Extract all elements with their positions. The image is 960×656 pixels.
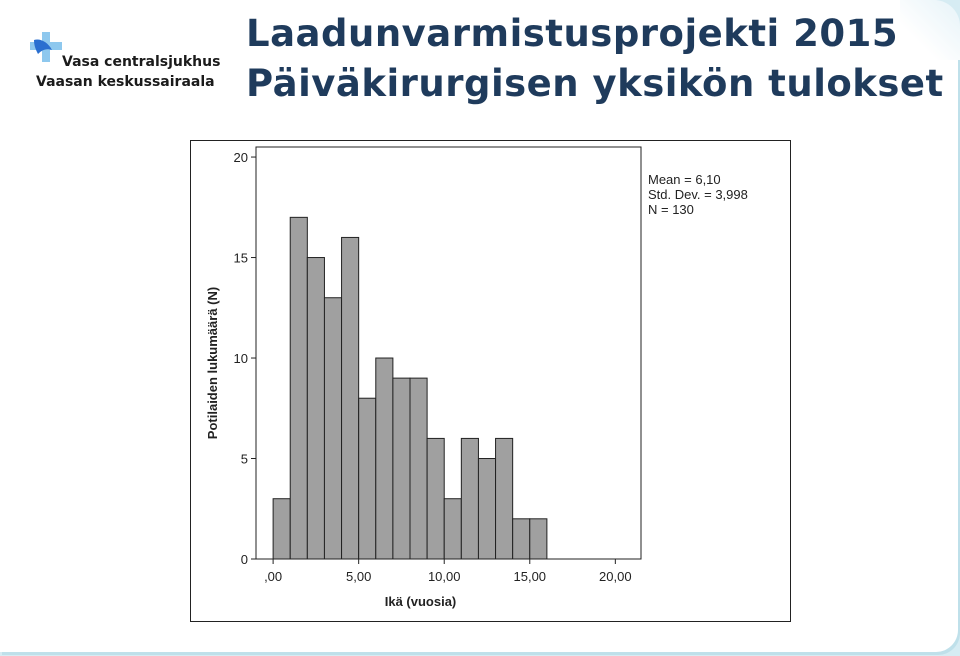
histogram-bar xyxy=(410,378,427,559)
histogram-bar xyxy=(376,358,393,559)
logo-text-finnish: Vaasan keskussairaala xyxy=(36,74,215,90)
slide-subtitle: Päiväkirurgisen yksikön tulokset xyxy=(246,62,944,105)
histogram-bar xyxy=(530,519,547,559)
stats-legend-line: Std. Dev. = 3,998 xyxy=(648,187,748,202)
histogram-bar xyxy=(290,217,307,559)
histogram-bar xyxy=(324,298,341,559)
x-tick-label: 5,00 xyxy=(346,569,372,584)
x-tick-label: 15,00 xyxy=(513,569,547,584)
histogram-bar xyxy=(273,499,290,559)
stats-legend-line: Mean = 6,10 xyxy=(648,172,721,187)
y-tick-label: 20 xyxy=(233,150,248,166)
histogram-bar xyxy=(461,438,478,559)
stats-legend-line: N = 130 xyxy=(648,202,694,217)
histogram-bar xyxy=(496,438,513,559)
histogram-bar xyxy=(393,378,410,559)
logo-text-swedish: Vasa centralsjukhus xyxy=(62,54,221,70)
histogram-bar xyxy=(427,438,444,559)
histogram-bar xyxy=(478,459,495,559)
y-tick-label: 0 xyxy=(240,552,248,567)
histogram-chart xyxy=(190,140,791,622)
histogram-bar xyxy=(307,258,324,559)
slide-title: Laadunvarmistusprojekti 2015 xyxy=(246,12,899,55)
y-tick-label: 15 xyxy=(233,250,248,266)
hospital-logo xyxy=(26,28,226,98)
histogram-bar xyxy=(444,499,461,559)
histogram-bar xyxy=(342,237,359,559)
y-axis-title: Potilaiden lukumäärä (N) xyxy=(205,286,220,440)
histogram-bar xyxy=(359,398,376,559)
x-tick-label: 20,00 xyxy=(599,569,632,584)
x-tick-label: ,00 xyxy=(264,569,283,584)
corner-decoration xyxy=(900,0,960,60)
y-tick-label: 10 xyxy=(233,351,248,367)
histogram-bar xyxy=(513,519,530,559)
bird-cross-icon xyxy=(26,28,66,72)
y-tick-label: 5 xyxy=(240,451,248,467)
x-tick-label: 10,00 xyxy=(427,569,461,584)
x-axis-title: Ikä (vuosia) xyxy=(384,594,457,609)
